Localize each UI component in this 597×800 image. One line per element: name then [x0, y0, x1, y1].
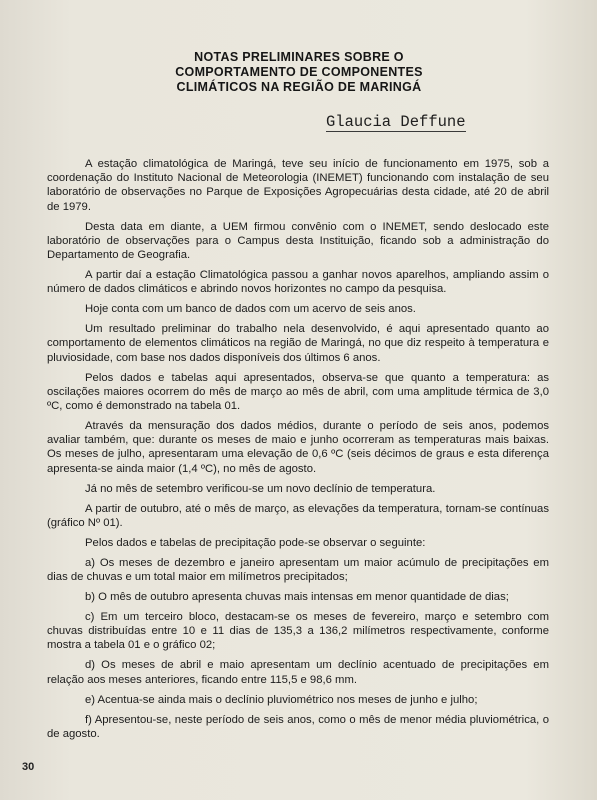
- list-item-paragraph: c) Em um terceiro bloco, destacam-se os meses de fevereiro, março e setembro com chuvas distribuídas entre 10 e 11 dias de 135,3 a 136,2 milímetros respectivamente, conforme mostra a tabela 01 e o gráfico 02;: [47, 611, 549, 652]
- paragraph: Pelos dados e tabelas aqui apresentados, observa-se que quanto a temperatura: as oscilações maiores ocorrem do mês de março ao mês de abril, com uma amplitude térmica de 3,0 ºC, como é demonstrado na tabela 01.: [47, 371, 549, 413]
- paragraph: A estação climatológica de Maringá, teve seu início de funcionamento em 1975, sob a coordenação do Instituto Nacional de Meteorologia (INEMET) funcionando com instalação de seu laboratório de observações no Parque de Exposições Agropecuárias desta cidade, até 20 de abril de 1979.: [47, 158, 549, 213]
- list-item-paragraph: b) O mês de outubro apresenta chuvas mais intensas em menor quantidade de dias;: [85, 591, 509, 604]
- paragraph: A partir daí a estação Climatológica passou a ganhar novos aparelhos, ampliando assim o número de dados climáticos e abrindo novos horizontes no campo da pesquisa.: [47, 269, 549, 296]
- paragraph: Desta data em diante, a UEM firmou convênio com o INEMET, sendo deslocado este laboratório de observações para o Campus desta Instituição, ficando sob a administração do Departamento de Geografia.: [47, 220, 549, 262]
- paragraph: Um resultado preliminar do trabalho nela desenvolvido, é aqui apresentado quanto ao comportamento de elementos climáticos na região de Maringá, no que diz respeito à temperatura e pluviosidade, com base nos dados disponíveis dos últimos 6 anos.: [47, 323, 549, 364]
- list-item-paragraph: f) Apresentou-se, neste período de seis anos, como o mês de menor média pluviométrica, o de agosto.: [47, 713, 549, 740]
- title-line: CLIMÁTICOS NA REGIÃO DE MARINGÁ: [176, 80, 422, 94]
- article-body: [47, 157, 549, 741]
- paragraph: Hoje conta com um banco de dados com um acervo de seis anos.: [85, 303, 416, 316]
- paragraph: Já no mês de setembro verificou-se um novo declínio de temperatura.: [85, 482, 436, 495]
- article-title: [60, 50, 538, 95]
- paragraph: Pelos dados e tabelas de precipitação pode-se observar o seguinte:: [85, 536, 426, 549]
- title-line: COMPORTAMENTO DE COMPONENTES: [175, 65, 423, 79]
- paragraph: Através da mensuração dos dados médios, durante o período de seis anos, podemos avaliar também, que: durante os meses de maio e junho ocorreram as temperaturas mais baixas. Os meses de julho, apresentaram uma elevação de 0,6 ºC (seis décimos de graus e esta diferença apresenta-se ainda maior (1,4 ºC), no mês de agosto.: [47, 420, 549, 475]
- page-number: 30: [22, 761, 35, 773]
- list-item-paragraph: e) Acentua-se ainda mais o declínio pluviométrico nos meses de junho e julho;: [85, 693, 478, 706]
- list-item-paragraph: d) Os meses de abril e maio apresentam um declínio acentuado de precipitações em relação aos meses anteriores, ficando entre 115,5 e 98,6 mm.: [47, 659, 549, 686]
- paragraph: A partir de outubro, até o mês de março, as elevações da temperatura, tornam-se contínuas (gráfico Nº 01).: [47, 502, 549, 529]
- list-item-paragraph: a) Os meses de dezembro e janeiro apresentam um maior acúmulo de precipitações em dias de chuvas e um total maior em milímetros precipitados;: [47, 556, 549, 584]
- author-name: Glaucia Deffune: [326, 113, 466, 131]
- title-line: NOTAS PRELIMINARES SOBRE O: [194, 50, 404, 64]
